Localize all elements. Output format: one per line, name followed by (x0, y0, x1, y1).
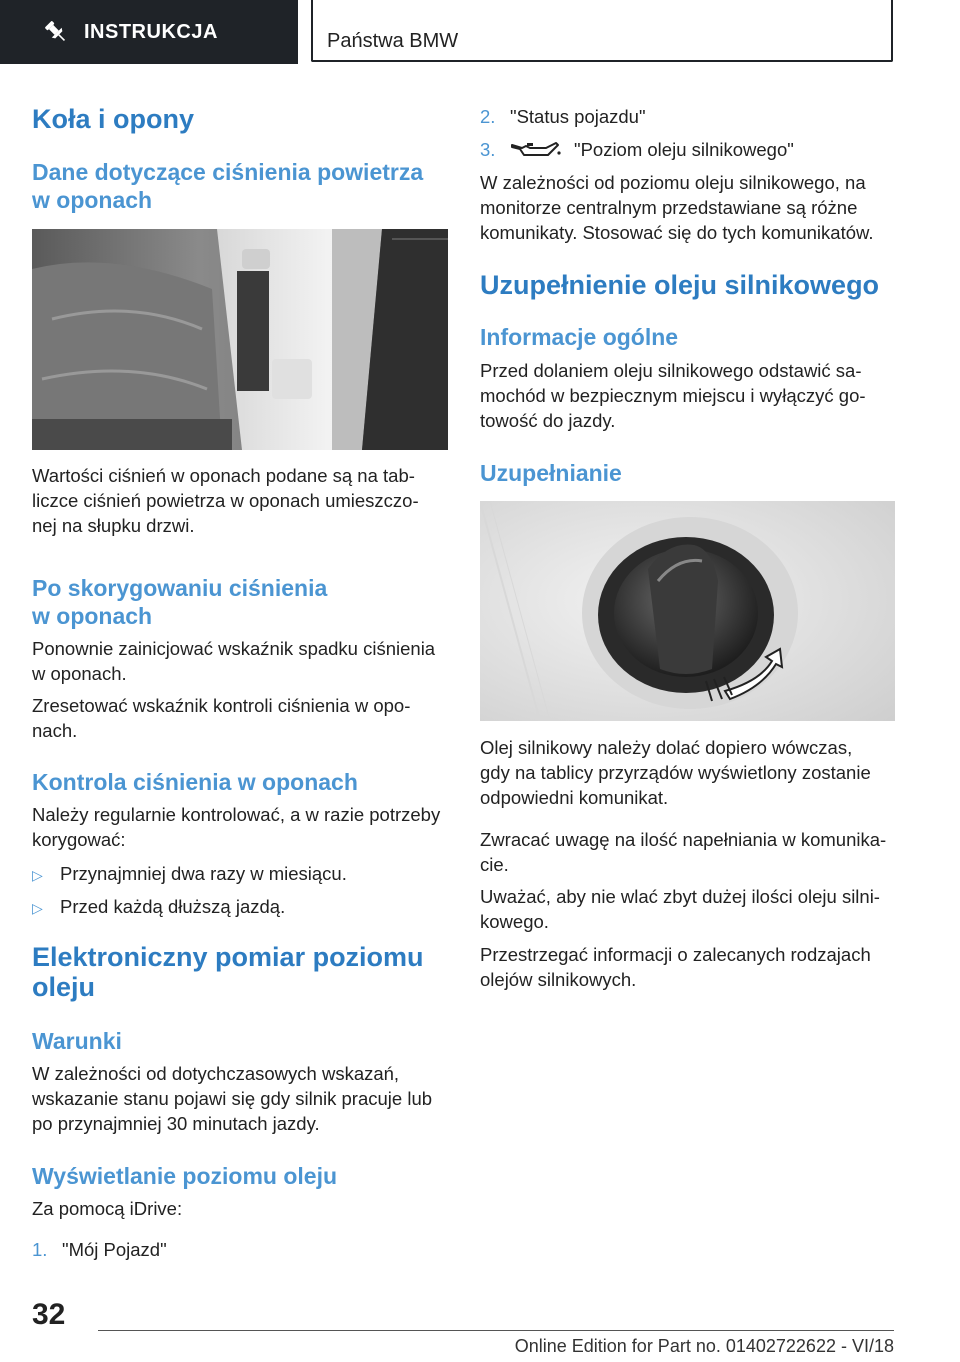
heading-informacje-ogolne: Informacje ogólne (480, 324, 679, 350)
footer-edition: Online Edition for Part no. 01402722622 - VI/18 (514, 1336, 894, 1356)
heading-po-skorygowaniu: Po skorygowaniu ciśnienia w oponach (32, 575, 328, 629)
heading-elektroniczny-pomiar: Elektroniczny pomiar poziomu oleju (32, 942, 424, 1002)
footer-divider (98, 1330, 894, 1331)
heading-kola-i-opony: Koła i opony (32, 104, 194, 134)
heading-dane-cisnienia: Dane dotyczące ciśnienia powietrza w oponach (32, 159, 424, 213)
heading-warunki: Warunki (32, 1028, 122, 1054)
paragraph-przed-dolaniem: Przed dolaniem oleju silnikowego odstawić sa- mochód w bezpiecznym miejscu i wyłączyć go- towość do jazdy. (480, 360, 866, 431)
list-item: 1. "Mój Pojazd" (32, 1239, 167, 1260)
paragraph-zresetowac: Zresetować wskaźnik kontroli ciśnienia w opo- nach. (32, 695, 411, 741)
triangle-bullet-icon: ▷ (32, 867, 43, 883)
paragraph-nalezy: Należy regularnie kontrolować, a w razie potrzeby korygować: (32, 804, 441, 850)
paragraph-zwracac-uwage: Zwracać uwagę na ilość napełniania w komunika- cie. (480, 829, 887, 875)
list-item: ▷ Przynajmniej dwa razy w miesiącu. (32, 861, 347, 888)
paragraph-ponownie: Ponownie zainicjować wskaźnik spadku ciśnienia w oponach. (32, 638, 436, 684)
heading-uzupelnianie: Uzupełnianie (480, 460, 622, 486)
heading-wyswietlanie-poziomu: Wyświetlanie poziomu oleju (32, 1163, 338, 1189)
paragraph-olej-silnikowy: Olej silnikowy należy dolać dopiero wówczas, gdy na tablicy przyrządów wyświetlony zostanie odpowiedni komunikat. (480, 737, 871, 808)
section-tab[interactable] (311, 0, 893, 62)
heading-kontrola-cisnienia: Kontrola ciśnienia w oponach (32, 769, 358, 795)
heading-uzupelnienie-oleju: Uzupełnienie oleju silnikowego (480, 270, 880, 300)
paragraph-warunki: W zależności od dotychczasowych wskazań, wskazanie stanu pojawi się gdy silnik pracuje lub po przynajmniej 30 minutach jazdy. (32, 1063, 433, 1134)
manual-tab-label: INSTRUKCJA (84, 20, 218, 43)
page-number: 32 (32, 1298, 66, 1331)
paragraph-w-zaleznosci: W zależności od poziomu oleju silnikowego, na monitorze centralnym przedstawiane są różne komunikaty. Stosować się do tych komunikatów. (480, 172, 874, 243)
door-pillar-photo (32, 229, 448, 450)
list-item: ▷ Przed każdą dłuższą jazdą. (32, 894, 285, 921)
manual-tab[interactable] (0, 0, 298, 64)
paragraph-przestrzegac: Przestrzegać informacji o zalecanych rodzajach olejów silnikowych. (480, 944, 871, 990)
triangle-bullet-icon: ▷ (32, 900, 43, 916)
list-item: 2. "Status pojazdu" (480, 106, 646, 127)
pin-icon (42, 18, 70, 46)
oil-can-icon (510, 139, 562, 161)
paragraph-uwazac: Uważać, aby nie wlać zbyt dużej ilości oleju silni- kowego. (480, 886, 880, 932)
oil-cap-photo (480, 501, 895, 721)
paragraph-wartosci: Wartości ciśnień w oponach podane są na tab- liczce ciśnień powietrza w oponach umieszczo- nej na słupku drzwi. (32, 465, 419, 536)
section-tab-label: Państwa BMW (327, 30, 459, 52)
paragraph-idrive: Za pomocą iDrive: (32, 1198, 183, 1219)
list-item: 3. "Poziom oleju silnikowego" (480, 139, 794, 160)
